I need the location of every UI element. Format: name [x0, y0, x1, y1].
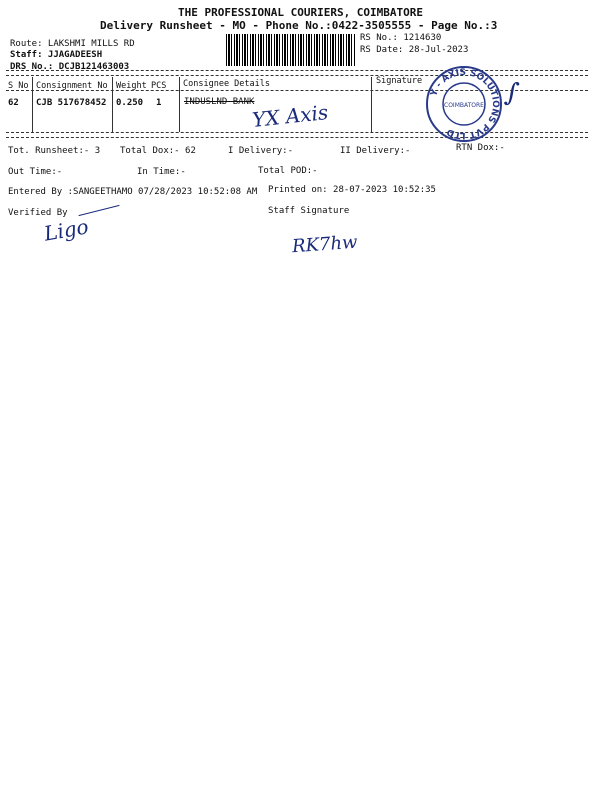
header-pcs: PCS: [151, 81, 167, 91]
rs-number: RS No.: 1214630: [360, 33, 442, 43]
col-divider: [371, 77, 372, 132]
staff-handwritten-signature: RK7hw: [291, 231, 359, 258]
cell-pcs: 1: [156, 98, 162, 108]
rtn-dox: RTN Dox:-: [456, 143, 505, 153]
company-title: THE PROFESSIONAL COURIERS, COIMBATORE: [178, 6, 424, 19]
col-divider: [179, 77, 180, 132]
header-consignee: Consignee Details: [183, 79, 270, 89]
drs-number: DRS No.: DCJB121463003: [10, 62, 130, 72]
ii-delivery: II Delivery:-: [340, 146, 411, 156]
header-signature: Signature: [376, 76, 423, 86]
signature-mark: ∫: [502, 77, 521, 109]
header-consignment: Consignment No: [36, 81, 108, 91]
barcode: [226, 34, 356, 66]
cell-sno: 62: [8, 98, 19, 108]
company-stamp: [424, 64, 504, 144]
tot-runsheet: Tot. Runsheet:- 3: [8, 146, 101, 156]
verified-by-label: Verified By: [8, 208, 68, 218]
staff-signature-label: Staff Signature: [268, 206, 350, 216]
total-pod: Total POD:-: [258, 166, 318, 176]
out-time: Out Time:-: [8, 167, 63, 177]
cell-weight: 0.250: [116, 98, 144, 108]
col-divider: [112, 77, 113, 132]
col-divider: [32, 77, 33, 132]
verified-signature: Ligo: [42, 214, 91, 246]
route-label: Route: LAKSHMI MILLS RD: [10, 39, 135, 49]
i-delivery: I Delivery:-: [228, 146, 294, 156]
signature-stroke: [79, 205, 120, 216]
cell-consignment: CJB 517678452: [36, 98, 107, 108]
in-time: In Time:-: [137, 167, 186, 177]
header-weight: Weight: [116, 81, 147, 91]
cell-consignee: INDUSLND BANK: [184, 97, 255, 107]
staff-label: Staff: JJAGADEESH: [10, 50, 103, 60]
printed-on: Printed on: 28-07-2023 10:52:35: [268, 185, 436, 195]
stamp-graphic: [424, 64, 504, 144]
stamp-city: COIMBATORE: [444, 102, 484, 109]
rs-date: RS Date: 28-Jul-2023: [360, 45, 469, 55]
entered-by: Entered By :SANGEETHAMO 07/28/2023 10:52:08 AM: [8, 187, 258, 197]
handwritten-consignee: YX Axis: [250, 100, 330, 132]
header-sno: S No: [8, 81, 29, 91]
stamp-ring-text: Y - AXIS SOLUTIONS PVT LTD: [429, 67, 501, 141]
runsheet-title: Delivery Runsheet - MO - Phone No.:0422-3505555 - Page No.:3: [100, 19, 498, 32]
total-dox: Total Dox:- 62: [120, 146, 196, 156]
